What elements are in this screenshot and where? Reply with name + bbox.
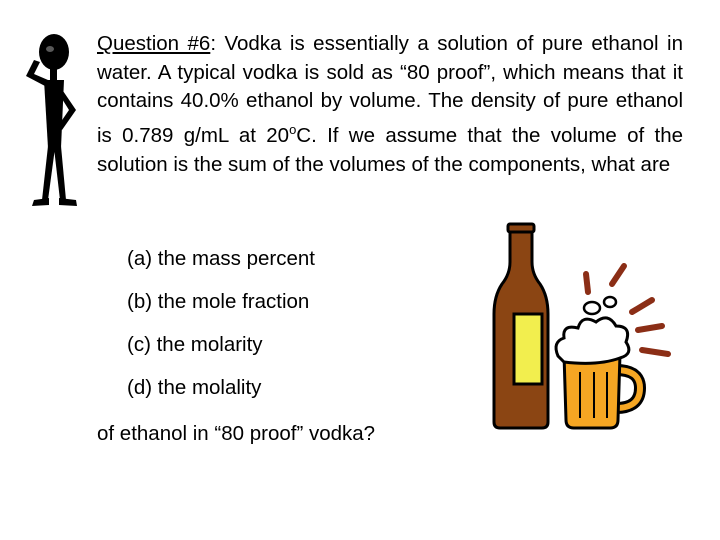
part-a: (a) the mass percent [127,247,315,270]
question-separator: : [210,32,217,55]
part-d: (d) the molality [127,376,262,399]
closing-text: of ethanol in “80 proof” vodka? [97,422,376,445]
question-text [97,30,683,179]
question-body-end: C. If we assume that the volume of the solution is the sum of the volumes of the components, what are [97,123,684,176]
degree-superscript: o [289,122,297,138]
bottle-and-mug-icon [488,222,688,432]
question-body: Vodka is essentially a solution of pure ethanol in water. A typical vodka is sold as “80 proof”, which means that it contains 40.0% ethanol by volume. The density of pure ethanol is 0.789 g/mL at 20 [97,32,683,147]
part-b: (b) the mole fraction [127,290,310,313]
thinking-figure-icon [14,30,84,230]
question-label: Question #6 [97,32,211,55]
part-c: (c) the molarity [127,333,263,356]
